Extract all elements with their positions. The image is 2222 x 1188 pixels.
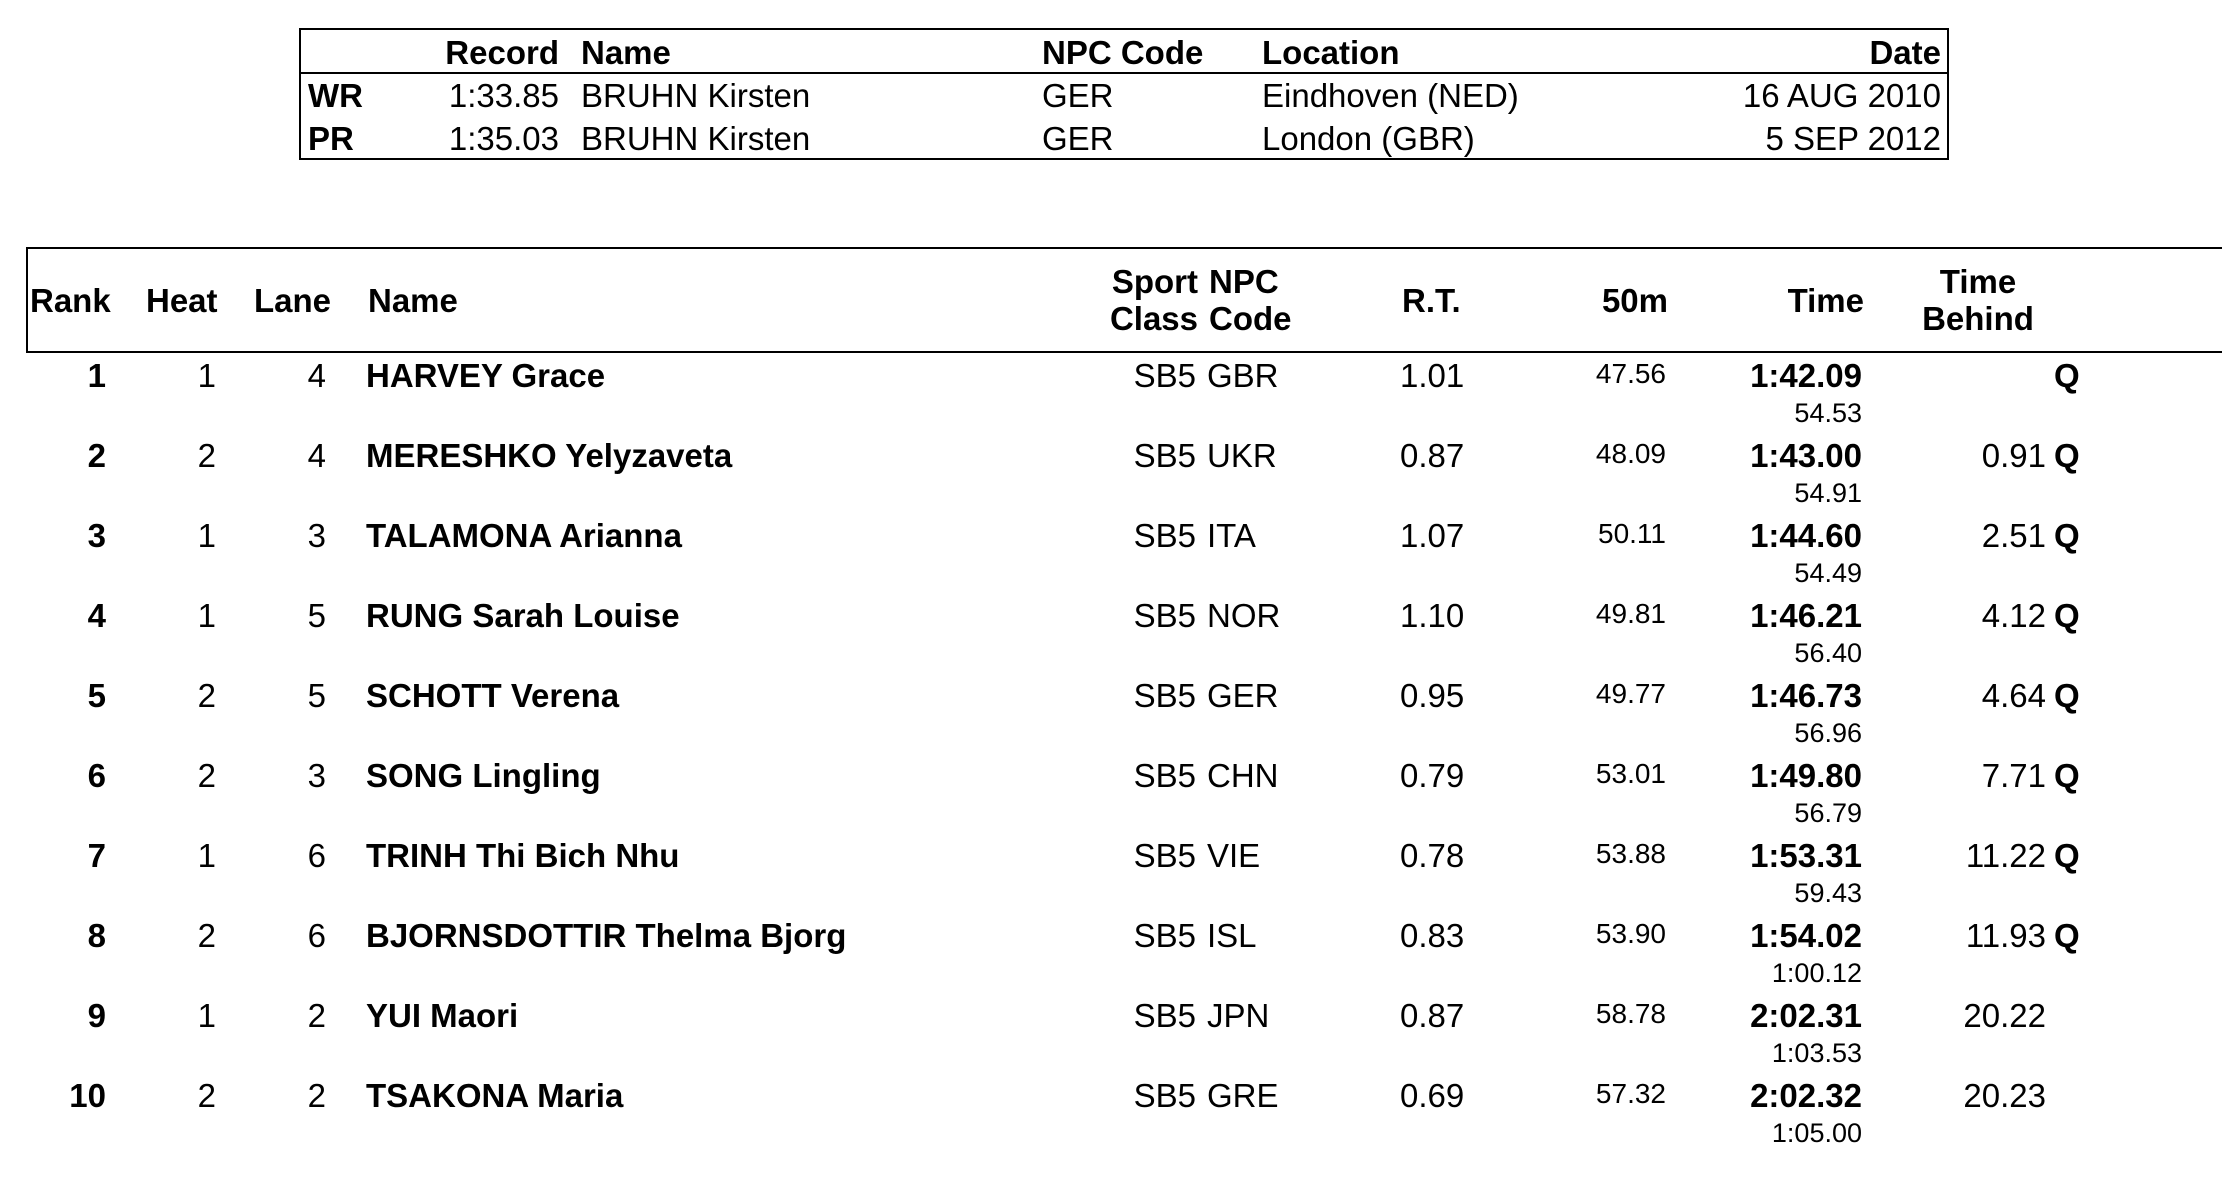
- cell-npc-code: GER: [1207, 677, 1279, 714]
- header-time-behind: [1908, 249, 2048, 351]
- records-table: [299, 28, 1949, 160]
- table-row: [26, 673, 2222, 753]
- cell-reaction-time: 0.79: [1400, 757, 1465, 794]
- cell-reaction-time: 0.87: [1400, 997, 1465, 1034]
- cell-heat: 2: [197, 677, 216, 714]
- cell-rank: 1: [87, 357, 106, 394]
- cell-reaction-time: 1.01: [1400, 357, 1465, 394]
- records-header-location: Location: [1262, 34, 1400, 71]
- cell-time-behind: 11.22: [1965, 837, 2046, 874]
- cell-heat: 2: [197, 917, 216, 954]
- cell-heat: 1: [197, 357, 216, 394]
- cell-npc-code: ISL: [1207, 917, 1257, 954]
- cell-reaction-time: 0.78: [1400, 837, 1465, 874]
- record-npc: GER: [1042, 120, 1114, 157]
- cell-npc-code: GRE: [1207, 1077, 1279, 1114]
- records-row: [301, 117, 1947, 160]
- results-rows: [26, 353, 2222, 1153]
- cell-athlete-name: SCHOTT Verena: [366, 677, 620, 714]
- cell-split-50m: 49.77: [1595, 678, 1666, 709]
- cell-lane: 4: [307, 437, 326, 474]
- cell-reaction-time: 1.10: [1400, 597, 1465, 634]
- header-sport-class-line2: Class: [1109, 300, 1198, 337]
- cell-split-second-50m: 59.43: [1794, 878, 1862, 908]
- table-row: [26, 353, 2222, 433]
- record-time: 1:33.85: [448, 77, 559, 114]
- cell-lane: 3: [307, 517, 326, 554]
- cell-time-behind: 7.71: [1981, 757, 2046, 794]
- cell-split-50m: 57.32: [1595, 1078, 1666, 1109]
- cell-split-second-50m: 56.79: [1794, 798, 1862, 828]
- records-header-name: Name: [581, 34, 671, 71]
- table-row: [26, 1073, 2222, 1153]
- cell-qualified: Q: [2054, 917, 2080, 954]
- header-npc-code: [1209, 249, 1329, 351]
- cell-split-50m: 47.56: [1595, 358, 1666, 389]
- cell-rank: 10: [69, 1077, 106, 1114]
- cell-time-behind: 2.51: [1981, 517, 2046, 554]
- cell-athlete-name: TSAKONA Maria: [366, 1077, 624, 1114]
- header-time: Time: [1787, 281, 1864, 319]
- records-row: [301, 74, 1947, 117]
- cell-qualified: Q: [2054, 677, 2080, 714]
- cell-split-second-50m: 1:03.53: [1771, 1038, 1862, 1068]
- cell-rank: 4: [87, 597, 106, 634]
- cell-split-50m: 49.81: [1595, 598, 1666, 629]
- cell-athlete-name: BJORNSDOTTIR Thelma Bjorg: [366, 917, 847, 954]
- cell-time-behind: 20.23: [1963, 1077, 2046, 1114]
- cell-lane: 6: [307, 837, 326, 874]
- table-row: [26, 753, 2222, 833]
- cell-heat: 1: [197, 597, 216, 634]
- records-header-date: Date: [1869, 34, 1941, 71]
- cell-npc-code: CHN: [1207, 757, 1279, 794]
- cell-split-50m: 53.01: [1595, 758, 1666, 789]
- cell-athlete-name: HARVEY Grace: [366, 357, 606, 394]
- cell-athlete-name: RUNG Sarah Louise: [366, 597, 680, 634]
- header-behind-line2: Behind: [1922, 300, 2034, 337]
- cell-sport-class: SB5: [1133, 997, 1196, 1034]
- cell-lane: 5: [307, 677, 326, 714]
- cell-reaction-time: 0.83: [1400, 917, 1465, 954]
- cell-reaction-time: 0.95: [1400, 677, 1465, 714]
- cell-split-second-50m: 56.40: [1794, 638, 1862, 668]
- cell-time-behind: 4.64: [1981, 677, 2046, 714]
- header-sport-class: [1058, 249, 1198, 351]
- cell-sport-class: SB5: [1133, 357, 1196, 394]
- cell-heat: 2: [197, 757, 216, 794]
- cell-qualified: Q: [2054, 357, 2080, 394]
- cell-time-behind: 0.91: [1981, 437, 2046, 474]
- cell-reaction-time: 1.07: [1400, 517, 1465, 554]
- records-header-record: Record: [445, 34, 559, 71]
- record-time: 1:35.03: [448, 120, 559, 157]
- record-location: London (GBR): [1262, 120, 1475, 157]
- header-rt: R.T.: [1402, 281, 1461, 319]
- cell-lane: 4: [307, 357, 326, 394]
- cell-lane: 2: [307, 1077, 326, 1114]
- cell-lane: 2: [307, 997, 326, 1034]
- header-sport-class-line1: Sport: [1111, 263, 1198, 300]
- cell-sport-class: SB5: [1133, 757, 1196, 794]
- cell-heat: 2: [197, 437, 216, 474]
- cell-time-behind: 20.22: [1963, 997, 2046, 1034]
- cell-split-second-50m: 54.91: [1794, 478, 1862, 508]
- cell-qualified: Q: [2054, 597, 2080, 634]
- cell-split-second-50m: 54.53: [1794, 398, 1862, 428]
- cell-lane: 3: [307, 757, 326, 794]
- results-header: [26, 247, 2222, 353]
- cell-time: 1:53.31: [1750, 837, 1862, 874]
- table-row: [26, 913, 2222, 993]
- cell-qualified: Q: [2054, 517, 2080, 554]
- cell-rank: 6: [87, 757, 106, 794]
- header-heat: Heat: [146, 281, 218, 319]
- cell-sport-class: SB5: [1133, 677, 1196, 714]
- record-location: Eindhoven (NED): [1262, 77, 1519, 114]
- table-row: [26, 993, 2222, 1073]
- cell-time: 1:43.00: [1750, 437, 1862, 474]
- cell-lane: 5: [307, 597, 326, 634]
- header-npc-line2: Code: [1209, 300, 1292, 337]
- cell-qualified: Q: [2054, 757, 2080, 794]
- cell-time: 1:42.09: [1750, 357, 1862, 394]
- cell-sport-class: SB5: [1133, 1077, 1196, 1114]
- cell-npc-code: UKR: [1207, 437, 1277, 474]
- cell-lane: 6: [307, 917, 326, 954]
- cell-qualified: Q: [2054, 437, 2080, 474]
- header-50m: 50m: [1601, 281, 1668, 319]
- header-npc-line1: NPC: [1209, 263, 1279, 300]
- cell-athlete-name: TRINH Thi Bich Nhu: [366, 837, 680, 874]
- cell-split-second-50m: 1:05.00: [1771, 1118, 1862, 1148]
- record-npc: GER: [1042, 77, 1114, 114]
- cell-qualified: [2054, 993, 2094, 1039]
- cell-athlete-name: SONG Lingling: [366, 757, 601, 794]
- cell-qualified: [2054, 1073, 2094, 1119]
- cell-heat: 2: [197, 1077, 216, 1114]
- cell-sport-class: SB5: [1133, 917, 1196, 954]
- cell-rank: 5: [87, 677, 106, 714]
- record-holder: BRUHN Kirsten: [581, 120, 811, 157]
- cell-time: 1:44.60: [1750, 517, 1862, 554]
- records-header: [301, 30, 1947, 74]
- cell-rank: 8: [87, 917, 106, 954]
- cell-time: 1:54.02: [1750, 917, 1862, 954]
- record-holder: BRUHN Kirsten: [581, 77, 811, 114]
- cell-time-behind: [1906, 353, 2046, 399]
- cell-time: 1:49.80: [1750, 757, 1862, 794]
- cell-split-50m: 53.90: [1595, 918, 1666, 949]
- cell-qualified: Q: [2054, 837, 2080, 874]
- cell-rank: 2: [87, 437, 106, 474]
- cell-split-50m: 58.78: [1595, 998, 1666, 1029]
- cell-heat: 1: [197, 997, 216, 1034]
- cell-split-50m: 53.88: [1595, 838, 1666, 869]
- header-behind-line1: Time: [1939, 263, 2017, 300]
- table-row: [26, 433, 2222, 513]
- cell-split-50m: 50.11: [1598, 518, 1666, 549]
- record-date: 16 AUG 2010: [1742, 77, 1941, 114]
- cell-split-50m: 48.09: [1595, 438, 1666, 469]
- cell-sport-class: SB5: [1133, 597, 1196, 634]
- table-row: [26, 593, 2222, 673]
- cell-time: 1:46.21: [1750, 597, 1862, 634]
- record-code: PR: [308, 120, 354, 157]
- cell-sport-class: SB5: [1133, 517, 1196, 554]
- cell-time: 1:46.73: [1750, 677, 1862, 714]
- cell-sport-class: SB5: [1133, 437, 1196, 474]
- cell-athlete-name: TALAMONA Arianna: [366, 517, 682, 554]
- cell-heat: 1: [197, 837, 216, 874]
- cell-rank: 9: [87, 997, 106, 1034]
- cell-time-behind: 11.93: [1965, 917, 2046, 954]
- cell-npc-code: JPN: [1207, 997, 1270, 1034]
- cell-athlete-name: YUI Maori: [366, 997, 519, 1034]
- cell-npc-code: ITA: [1207, 517, 1256, 554]
- record-code: WR: [308, 77, 363, 114]
- cell-time: 2:02.31: [1750, 997, 1862, 1034]
- header-rank: Rank: [30, 281, 111, 319]
- cell-split-second-50m: 54.49: [1794, 558, 1862, 588]
- cell-heat: 1: [197, 517, 216, 554]
- cell-split-second-50m: 1:00.12: [1771, 958, 1862, 988]
- cell-athlete-name: MERESHKO Yelyzaveta: [366, 437, 733, 474]
- cell-npc-code: VIE: [1207, 837, 1261, 874]
- cell-rank: 7: [87, 837, 106, 874]
- cell-npc-code: GBR: [1207, 357, 1279, 394]
- table-row: [26, 513, 2222, 593]
- cell-npc-code: NOR: [1207, 597, 1281, 634]
- cell-time-behind: 4.12: [1981, 597, 2046, 634]
- cell-sport-class: SB5: [1133, 837, 1196, 874]
- cell-reaction-time: 0.87: [1400, 437, 1465, 474]
- cell-split-second-50m: 56.96: [1794, 718, 1862, 748]
- header-lane: Lane: [254, 281, 332, 319]
- record-date: 5 SEP 2012: [1765, 120, 1941, 157]
- table-row: [26, 833, 2222, 913]
- cell-reaction-time: 0.69: [1400, 1077, 1465, 1114]
- cell-time: 2:02.32: [1750, 1077, 1862, 1114]
- cell-rank: 3: [87, 517, 106, 554]
- records-header-npc: NPC Code: [1042, 34, 1204, 71]
- header-name: Name: [368, 281, 458, 319]
